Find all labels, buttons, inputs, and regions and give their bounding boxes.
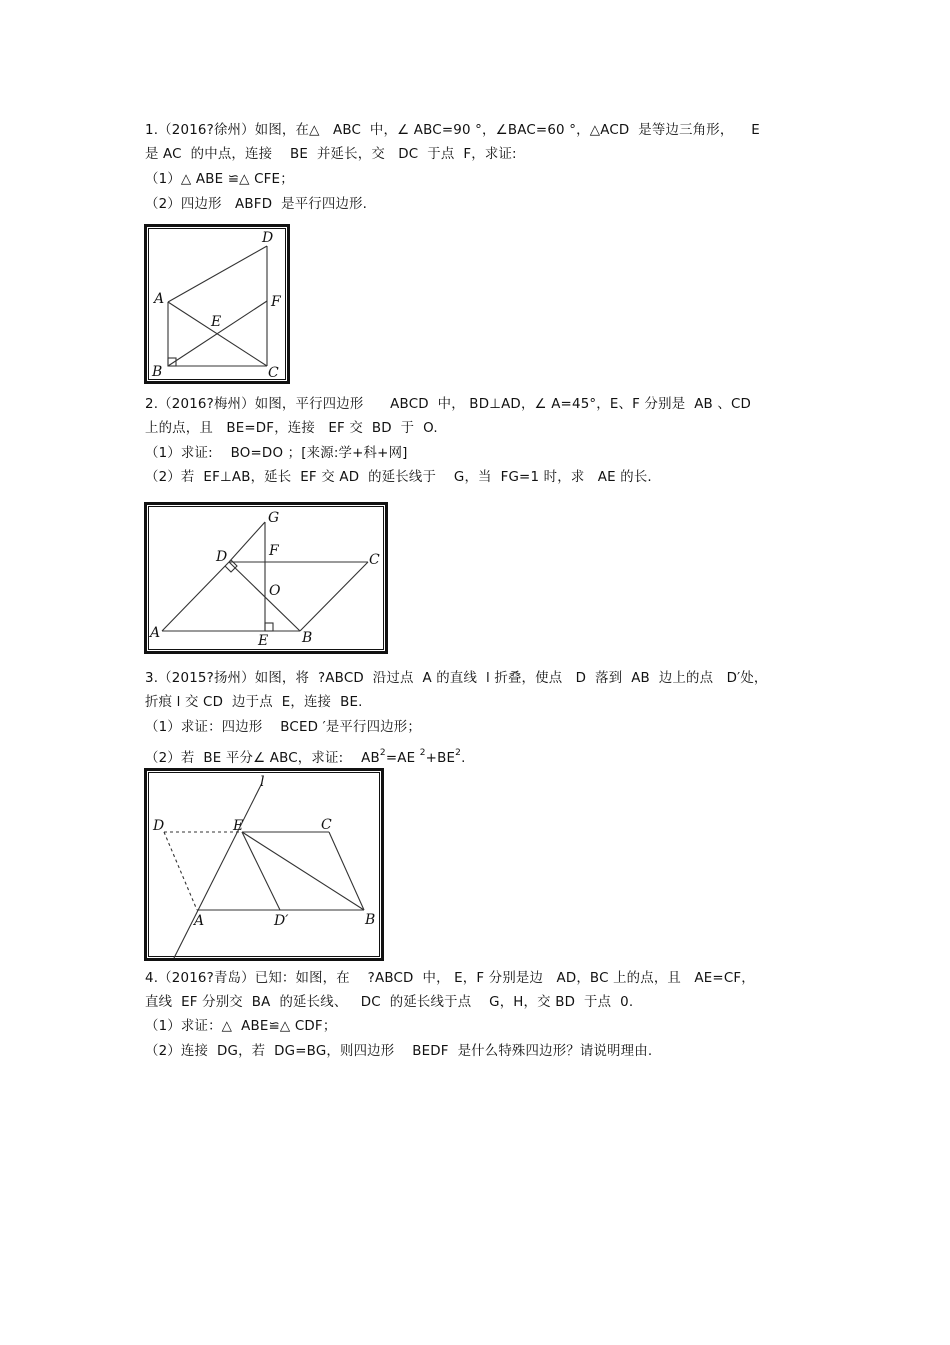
fig2-label-c: C [369, 552, 380, 568]
fig3-label-l: l [260, 774, 265, 790]
fig1-label-a: A [154, 291, 165, 307]
figure-2 [144, 502, 388, 654]
fig2-label-e: E [258, 633, 269, 649]
problem-2-line-4: （2）若 EF⊥AB，延长 EF 交 AD 的延长线于 G，当 FG=1 时，求 AE 的长. [145, 470, 652, 485]
fig2-label-g: G [268, 510, 280, 526]
fig2-label-a: A [150, 625, 161, 641]
problem-1-line-1: 1.（2016?徐州）如图，在△ ABC 中，∠ ABC=90 °，∠BAC=60 °，△ACD 是等边三角形， E [145, 123, 760, 138]
problem-2-line-1: 2.（2016?梅州）如图，平行四边形 ABCD 中， BD⊥AD，∠ A=45°，E、F 分别是 AB 、CD [145, 397, 752, 412]
problem-2-line-3: （1）求证: BO=DO ；[来源:学+科+网] [145, 446, 408, 461]
fig2-label-b: B [302, 630, 313, 646]
fig1-label-d: D [262, 230, 274, 246]
fig2-label-d: D [216, 549, 228, 565]
fig3-label-e: E [233, 818, 244, 834]
figure-3 [144, 768, 384, 961]
fig3-label-c: C [321, 817, 332, 833]
problem-3-line-1: 3.（2015?扬州）如图，将 ?ABCD 沿过点 A 的直线 l 折叠，使点 D 落到 AB 边上的点 D′处， [145, 671, 768, 686]
problem-3-line-2: 折痕 l 交 CD 边于点 E，连接 BE. [145, 695, 363, 710]
fig1-label-c: C [268, 365, 279, 381]
fig1-label-f: F [271, 294, 281, 310]
problem-1-line-2: 是 AC 的中点，连接 BE 并延长，交 DC 于点 F，求证: [145, 147, 517, 162]
fig3-label-d: D [153, 818, 165, 834]
fig1-label-b: B [152, 364, 163, 380]
figure-1 [144, 224, 290, 384]
fig3-label-a: A [194, 913, 205, 929]
fig1-label-e: E [211, 314, 222, 330]
fig3-label-d-prime: D′ [274, 913, 289, 929]
problem-1-line-3: （1）△ ABE ≌△ CFE； [145, 172, 294, 187]
problem-2-line-2: 上的点，且 BE=DF，连接 EF 交 BD 于 O. [145, 421, 438, 436]
problem-4-line-4: （2）连接 DG，若 DG=BG，则四边形 BEDF 是什么特殊四边形？请说明理由. [145, 1044, 653, 1059]
fig2-label-o: O [269, 583, 281, 599]
problem-4-line-2: 直线 EF 分别交 BA 的延长线、 DC 的延长线于点 G，H，交 BD 于点 0. [145, 995, 634, 1010]
problem-1-line-4: （2）四边形 ABFD 是平行四边形. [145, 197, 368, 212]
problem-3-line-3: （1）求证：四边形 BCED ′是平行四边形； [145, 720, 421, 735]
problem-4-line-3: （1）求证：△ ABE≌△ CDF； [145, 1019, 337, 1034]
problem-4-line-1: 4.（2016?青岛）已知：如图，在 ?ABCD 中， E，F 分别是边 AD，BC 上的点，且 AE=CF， [145, 971, 755, 986]
problem-3-line-4: （2）若 BE 平分∠ ABC，求证: $AB^2=AE$ $^2+BE^2$. [145, 748, 466, 766]
fig2-label-f: F [269, 543, 279, 559]
fig3-label-b: B [365, 912, 376, 928]
